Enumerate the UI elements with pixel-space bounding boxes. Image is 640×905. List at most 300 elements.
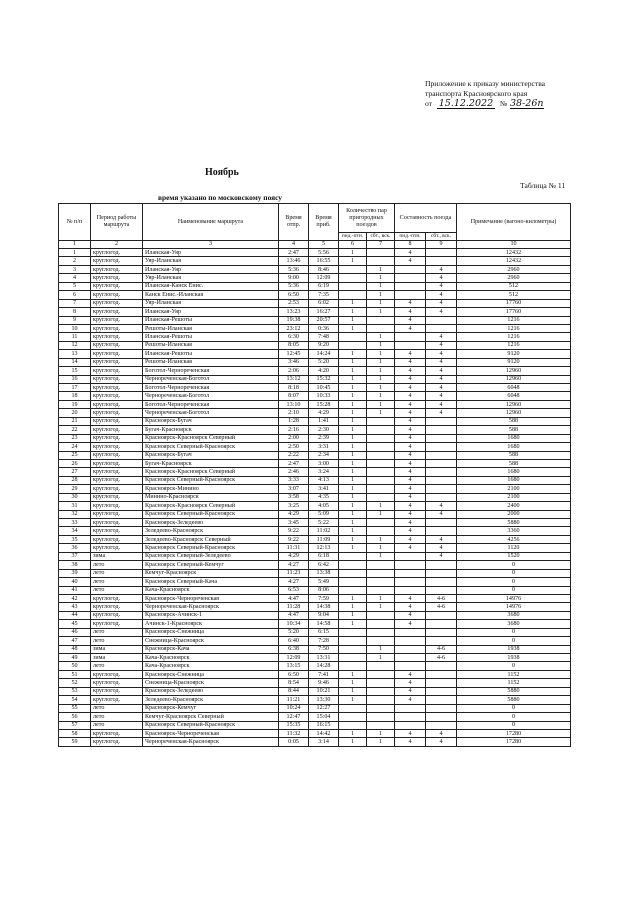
pairs-weekend-cell: 1 (367, 384, 395, 392)
row-number: 45 (59, 620, 91, 628)
comp-weekday-cell (395, 654, 426, 662)
period-cell: круглогод. (91, 350, 143, 358)
pairs-weekday-cell (339, 628, 367, 636)
route-name-cell: Чернореченская-Красноярск (143, 738, 279, 746)
departure-cell: 13:46 (279, 257, 309, 265)
row-number: 14 (59, 358, 91, 366)
pairs-weekend-cell: 1 (367, 502, 395, 510)
table-row (59, 637, 571, 645)
arrival-cell: 7:35 (309, 291, 339, 299)
arrival-cell: 11:02 (309, 527, 339, 535)
pairs-weekend-cell (367, 257, 395, 265)
pairs-weekend-cell: 1 (367, 333, 395, 341)
pairs-weekend-cell (367, 721, 395, 729)
column-number-cell: 4 (279, 241, 309, 249)
period-cell: круглогод. (91, 282, 143, 290)
route-name-cell: Зеледеево-Красноярск (143, 696, 279, 704)
pairs-weekend-cell (367, 459, 395, 467)
comp-weekend-cell (426, 451, 457, 459)
route-name-cell: Красноярск-Кемчуг (143, 704, 279, 712)
row-number: 21 (59, 417, 91, 425)
route-name-cell: Снежница-Красноярск (143, 679, 279, 687)
departure-cell: 2:53 (279, 299, 309, 307)
table-row (59, 594, 571, 602)
arrival-cell: 3:14 (309, 738, 339, 746)
comp-weekend-cell: 4 (426, 729, 457, 737)
note-cell: 1520 (457, 552, 571, 560)
schedule-body (59, 249, 571, 747)
pairs-weekday-cell (339, 282, 367, 290)
comp-weekend-cell: 4 (426, 544, 457, 552)
row-number: 27 (59, 468, 91, 476)
departure-cell: 6:50 (279, 670, 309, 678)
comp-weekend-cell: 4 (426, 738, 457, 746)
table-row (59, 510, 571, 518)
route-name-cell: Иланская-Канск Енис. (143, 282, 279, 290)
table-row (59, 468, 571, 476)
note-cell: 1680 (457, 468, 571, 476)
period-cell: лето (91, 721, 143, 729)
row-number: 34 (59, 527, 91, 535)
arrival-cell: 3:24 (309, 468, 339, 476)
route-name-cell: Красноярск-Бугач (143, 451, 279, 459)
col-header-period: Период работы маршрута (91, 204, 143, 241)
column-number-cell: 8 (395, 241, 426, 249)
arrival-cell: 14:42 (309, 729, 339, 737)
arrival-cell: 13:38 (309, 569, 339, 577)
pairs-weekday-cell: 1 (339, 696, 367, 704)
period-cell: лето (91, 637, 143, 645)
note-cell: 17280 (457, 729, 571, 737)
arrival-cell: 7:50 (309, 645, 339, 653)
departure-cell: 4:29 (279, 510, 309, 518)
comp-weekend-cell (426, 620, 457, 628)
order-attachment-note (425, 79, 625, 109)
note-cell: 0 (457, 704, 571, 712)
comp-weekend-cell: 4 (426, 308, 457, 316)
period-cell: круглогод. (91, 257, 143, 265)
row-number: 5 (59, 282, 91, 290)
col-header-num: № п/п (59, 204, 91, 241)
arrival-cell: 9:46 (309, 679, 339, 687)
comp-weekend-cell: 4 (426, 384, 457, 392)
comp-weekend-cell (426, 637, 457, 645)
arrival-cell: 5:49 (309, 578, 339, 586)
comp-weekday-cell (395, 713, 426, 721)
period-cell: круглогод. (91, 308, 143, 316)
arrival-cell: 5:09 (309, 510, 339, 518)
route-name-cell: Ачинск-1-Красноярск (143, 620, 279, 628)
comp-weekend-cell: 4-6 (426, 594, 457, 602)
comp-weekday-cell: 4 (395, 502, 426, 510)
table-row (59, 443, 571, 451)
pairs-weekend-cell (367, 519, 395, 527)
comp-weekday-cell (395, 569, 426, 577)
arrival-cell: 20:57 (309, 316, 339, 324)
note-cell: 9120 (457, 358, 571, 366)
arrival-cell: 6:19 (309, 282, 339, 290)
route-name-cell: Решоты-Иланская (143, 324, 279, 332)
comp-weekday-cell: 4 (395, 308, 426, 316)
table-row (59, 713, 571, 721)
departure-cell: 13:15 (279, 662, 309, 670)
attachment-line-1: Приложение к приказу министерства (425, 79, 546, 88)
period-cell: круглогод. (91, 392, 143, 400)
arrival-cell: 15:28 (309, 400, 339, 408)
comp-weekday-cell: 4 (395, 738, 426, 746)
col-header-arrival: Время приб. (309, 204, 339, 241)
comp-weekend-cell: 4 (426, 274, 457, 282)
arrival-cell: 8:46 (309, 265, 339, 273)
pairs-weekend-cell: 1 (367, 367, 395, 375)
pairs-weekend-cell: 1 (367, 291, 395, 299)
note-cell: 17280 (457, 738, 571, 746)
pairs-weekday-cell (339, 721, 367, 729)
departure-cell: 8:07 (279, 392, 309, 400)
note-cell: 12960 (457, 375, 571, 383)
route-name-cell: Иланская-Уяр (143, 308, 279, 316)
comp-weekend-cell (426, 578, 457, 586)
arrival-cell: 12:27 (309, 704, 339, 712)
pairs-weekday-cell: 1 (339, 392, 367, 400)
pairs-weekend-cell: 1 (367, 654, 395, 662)
departure-cell: 3:45 (279, 519, 309, 527)
note-cell: 0 (457, 578, 571, 586)
row-number: 53 (59, 687, 91, 695)
train-schedule-table (58, 203, 571, 747)
route-name-cell: Красноярск-Бугач (143, 417, 279, 425)
row-number: 59 (59, 738, 91, 746)
note-cell: 6048 (457, 392, 571, 400)
column-number-cell: 9 (426, 241, 457, 249)
comp-weekday-cell: 4 (395, 434, 426, 442)
period-cell: круглогод. (91, 729, 143, 737)
col-header-pairs: Количество пар пригородных поездов (339, 204, 395, 233)
route-name-cell: Красноярск Северный-Кача (143, 578, 279, 586)
pairs-weekend-cell: 1 (367, 392, 395, 400)
route-name-cell: Иланская-Решоты (143, 333, 279, 341)
departure-cell: 10:24 (279, 704, 309, 712)
pairs-weekend-cell (367, 443, 395, 451)
period-cell: лето (91, 628, 143, 636)
comp-weekend-cell: 4 (426, 535, 457, 543)
departure-cell: 12:47 (279, 713, 309, 721)
departure-cell: 2:22 (279, 451, 309, 459)
pairs-weekday-cell (339, 265, 367, 273)
row-number: 26 (59, 459, 91, 467)
period-cell: круглогод. (91, 291, 143, 299)
arrival-cell: 16:55 (309, 257, 339, 265)
table-row (59, 502, 571, 510)
table-row (59, 544, 571, 552)
departure-cell: 23:12 (279, 324, 309, 332)
pairs-weekend-cell: 1 (367, 274, 395, 282)
pairs-weekend-cell (367, 704, 395, 712)
comp-weekday-cell: 4 (395, 679, 426, 687)
number-prefix: № (499, 99, 508, 108)
route-name-cell: Чернореченская-Боготол (143, 375, 279, 383)
period-cell: круглогод. (91, 274, 143, 282)
comp-weekend-cell (426, 468, 457, 476)
note-cell: 9120 (457, 350, 571, 358)
route-name-cell: Красноярск-Чернореченская (143, 729, 279, 737)
arrival-cell: 3:41 (309, 485, 339, 493)
pairs-weekend-cell: 1 (367, 544, 395, 552)
comp-weekday-cell (395, 274, 426, 282)
route-name-cell: Иланская-Решоты (143, 350, 279, 358)
row-number: 6 (59, 291, 91, 299)
note-cell: 0 (457, 586, 571, 594)
departure-cell: 11:32 (279, 729, 309, 737)
arrival-cell: 3:31 (309, 443, 339, 451)
comp-weekend-cell (426, 721, 457, 729)
column-number-row (59, 241, 571, 249)
row-number: 47 (59, 637, 91, 645)
table-row (59, 654, 571, 662)
comp-weekday-cell (395, 628, 426, 636)
route-name-cell: Бугач-Красноярск (143, 426, 279, 434)
comp-weekday-cell: 4 (395, 687, 426, 695)
pairs-weekday-cell (339, 569, 367, 577)
pairs-weekend-cell (367, 485, 395, 493)
period-cell: круглогод. (91, 544, 143, 552)
period-cell: круглогод. (91, 417, 143, 425)
route-name-cell: Иланская-Уяр (143, 265, 279, 273)
departure-cell: 3:07 (279, 485, 309, 493)
table-row (59, 426, 571, 434)
comp-weekend-cell (426, 561, 457, 569)
arrival-cell: 5:56 (309, 249, 339, 257)
pairs-weekday-cell (339, 713, 367, 721)
period-cell: круглогод. (91, 384, 143, 392)
table-row (59, 333, 571, 341)
comp-weekend-cell: 4 (426, 400, 457, 408)
row-number: 29 (59, 485, 91, 493)
pairs-weekday-cell: 1 (339, 687, 367, 695)
comp-weekday-cell: 4 (395, 400, 426, 408)
arrival-cell: 15:04 (309, 713, 339, 721)
table-row (59, 308, 571, 316)
table-row (59, 282, 571, 290)
table-row (59, 493, 571, 501)
arrival-cell: 9:20 (309, 341, 339, 349)
period-cell: круглогод. (91, 443, 143, 451)
arrival-cell: 7:28 (309, 637, 339, 645)
row-number: 22 (59, 426, 91, 434)
table-row (59, 578, 571, 586)
note-cell: 0 (457, 569, 571, 577)
comp-weekend-cell (426, 485, 457, 493)
table-row (59, 265, 571, 273)
note-cell: 3680 (457, 611, 571, 619)
period-cell: круглогод. (91, 476, 143, 484)
handwritten-date: 15.12.2022 (438, 98, 494, 109)
table-row (59, 400, 571, 408)
pairs-weekend-cell (367, 426, 395, 434)
period-cell: круглогод. (91, 502, 143, 510)
pairs-weekend-cell: 1 (367, 535, 395, 543)
arrival-cell: 6:42 (309, 561, 339, 569)
route-name-cell: Красноярск-Ачинск-1 (143, 611, 279, 619)
route-name-cell: Боготол-Чернореченская (143, 384, 279, 392)
table-row (59, 417, 571, 425)
period-cell: круглогод. (91, 493, 143, 501)
comp-weekend-cell (426, 459, 457, 467)
table-row (59, 645, 571, 653)
period-cell: круглогод. (91, 670, 143, 678)
route-name-cell: Красноярск-Красноярск Северный (143, 468, 279, 476)
departure-cell: 2:06 (279, 367, 309, 375)
note-cell: 1152 (457, 670, 571, 678)
period-cell: круглогод. (91, 400, 143, 408)
pairs-weekend-cell: 1 (367, 645, 395, 653)
comp-weekend-cell: 4 (426, 350, 457, 358)
comp-weekday-cell (395, 704, 426, 712)
route-name-cell: Красноярск-Зеледеево (143, 519, 279, 527)
row-number: 30 (59, 493, 91, 501)
note-cell: 2960 (457, 274, 571, 282)
route-name-cell: Красноярск Северный-Красноярск (143, 721, 279, 729)
pairs-weekend-cell (367, 628, 395, 636)
table-row (59, 569, 571, 577)
note-cell: 512 (457, 282, 571, 290)
row-number: 48 (59, 645, 91, 653)
comp-weekday-cell (395, 282, 426, 290)
pairs-weekday-cell: 1 (339, 459, 367, 467)
row-number: 51 (59, 670, 91, 678)
pairs-weekend-cell: 1 (367, 594, 395, 602)
row-number: 1 (59, 249, 91, 257)
comp-weekday-cell (395, 561, 426, 569)
departure-cell: 5:36 (279, 282, 309, 290)
departure-cell: 1:28 (279, 417, 309, 425)
column-number-cell: 5 (309, 241, 339, 249)
table-row (59, 485, 571, 493)
pairs-weekend-cell: 1 (367, 308, 395, 316)
row-number: 7 (59, 299, 91, 307)
pairs-weekday-cell: 1 (339, 603, 367, 611)
note-cell: 588 (457, 417, 571, 425)
route-name-cell: Канск Енис.-Иланская (143, 291, 279, 299)
table-row (59, 687, 571, 695)
route-name-cell: Иланская-Решоты (143, 316, 279, 324)
pairs-weekend-cell: 1 (367, 729, 395, 737)
departure-cell: 12:45 (279, 350, 309, 358)
table-row (59, 257, 571, 265)
departure-cell: 0:05 (279, 738, 309, 746)
route-name-cell: Уяр-Иланская (143, 299, 279, 307)
period-cell: лето (91, 578, 143, 586)
comp-weekend-cell (426, 476, 457, 484)
arrival-cell: 7:48 (309, 333, 339, 341)
table-row (59, 476, 571, 484)
pairs-weekend-cell (367, 476, 395, 484)
pairs-weekday-cell: 1 (339, 426, 367, 434)
departure-cell: 15:35 (279, 721, 309, 729)
comp-weekend-cell (426, 324, 457, 332)
pairs-weekday-cell: 1 (339, 375, 367, 383)
departure-cell: 6:50 (279, 291, 309, 299)
arrival-cell: 0:36 (309, 324, 339, 332)
pairs-weekend-cell (367, 611, 395, 619)
departure-cell: 9:22 (279, 527, 309, 535)
row-number: 49 (59, 654, 91, 662)
comp-weekend-cell: 4 (426, 291, 457, 299)
period-cell: круглогод. (91, 696, 143, 704)
pairs-weekday-cell: 1 (339, 594, 367, 602)
note-cell: 1120 (457, 544, 571, 552)
pairs-weekday-cell (339, 291, 367, 299)
comp-weekday-cell: 4 (395, 476, 426, 484)
departure-cell: 4:27 (279, 561, 309, 569)
table-row (59, 620, 571, 628)
period-cell: круглогод. (91, 367, 143, 375)
row-number: 33 (59, 519, 91, 527)
note-cell: 588 (457, 451, 571, 459)
column-number-cell: 1 (59, 241, 91, 249)
departure-cell: 4:29 (279, 552, 309, 560)
arrival-cell: 12:09 (309, 274, 339, 282)
period-cell: круглогод. (91, 249, 143, 257)
pairs-weekend-cell: 1 (367, 350, 395, 358)
table-row (59, 729, 571, 737)
row-number: 44 (59, 611, 91, 619)
pairs-weekend-cell: 1 (367, 409, 395, 417)
arrival-cell: 2:39 (309, 434, 339, 442)
pairs-weekend-cell (367, 679, 395, 687)
period-cell: круглогод. (91, 519, 143, 527)
pairs-weekend-cell (367, 586, 395, 594)
pairs-weekday-cell: 1 (339, 679, 367, 687)
departure-cell: 11:28 (279, 603, 309, 611)
table-row (59, 704, 571, 712)
route-name-cell: Красноярск-Красноярск Северный (143, 502, 279, 510)
arrival-cell: 10:21 (309, 687, 339, 695)
pairs-weekend-cell (367, 417, 395, 425)
arrival-cell: 8:06 (309, 586, 339, 594)
order-date-number (425, 99, 625, 109)
pairs-weekday-cell (339, 654, 367, 662)
note-cell: 588 (457, 459, 571, 467)
table-row (59, 409, 571, 417)
pairs-weekday-cell: 1 (339, 502, 367, 510)
arrival-cell: 3:00 (309, 459, 339, 467)
note-cell: 2960 (457, 265, 571, 273)
row-number: 39 (59, 569, 91, 577)
period-cell: круглогод. (91, 510, 143, 518)
route-name-cell: Боготол-Чернореченская (143, 400, 279, 408)
comp-weekday-cell: 4 (395, 535, 426, 543)
pairs-weekday-cell (339, 645, 367, 653)
route-name-cell: Минино-Красноярск (143, 493, 279, 501)
period-cell: круглогод. (91, 451, 143, 459)
row-number: 10 (59, 324, 91, 332)
row-number: 11 (59, 333, 91, 341)
period-cell: круглогод. (91, 611, 143, 619)
note-cell: 12432 (457, 249, 571, 257)
pairs-weekday-cell: 1 (339, 384, 367, 392)
pairs-weekend-cell: 1 (367, 400, 395, 408)
note-cell: 5880 (457, 519, 571, 527)
route-name-cell: Чернореченская-Боготол (143, 409, 279, 417)
arrival-cell: 14:38 (309, 603, 339, 611)
comp-weekend-cell (426, 687, 457, 695)
table-row (59, 552, 571, 560)
pairs-weekday-cell: 1 (339, 729, 367, 737)
pairs-weekday-cell: 1 (339, 670, 367, 678)
departure-cell: 2:10 (279, 409, 309, 417)
note-cell: 4256 (457, 535, 571, 543)
